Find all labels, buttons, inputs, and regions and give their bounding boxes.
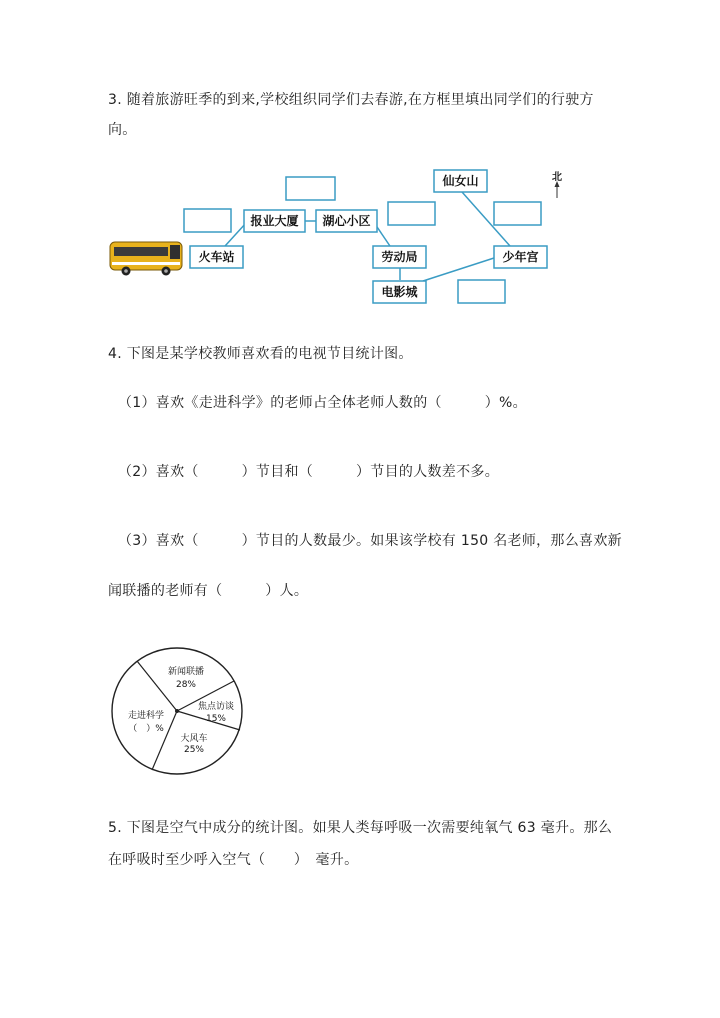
slice-news-value: 28%	[175, 680, 197, 690]
answer-box-3	[388, 202, 435, 225]
answer-boxes	[184, 177, 541, 303]
slice-news-label: 新闻联播	[167, 667, 205, 677]
slice-wind-value: 25%	[183, 745, 205, 755]
label-train-station: 火车站	[198, 250, 235, 264]
label-cinema: 电影城	[381, 285, 418, 299]
q5-line1: 5. 下图是空气中成分的统计图。如果人类每呼吸一次需要纯氧气 63 毫升。那么	[108, 820, 613, 836]
label-youth-palace: 少年宫	[502, 250, 539, 264]
slice-wind-label: 大风车	[180, 734, 208, 744]
q3-line1: 3. 随着旅游旺季的到来,学校组织同学们去春游,在方框里填出同学们的行驶方	[108, 92, 594, 108]
tv-program-pie-chart	[108, 640, 268, 780]
q5-line2: 在呼吸时至少呼入空气（ ） 毫升。	[108, 852, 359, 868]
north-arrow-icon	[555, 181, 560, 198]
north-label: 北	[552, 172, 562, 183]
answer-box-5	[458, 280, 505, 303]
q3-line2: 向。	[108, 122, 137, 138]
bus-icon	[110, 242, 182, 276]
label-newspaper-building: 报业大厦	[250, 214, 299, 228]
slice-focus-label: 焦点访谈	[197, 702, 235, 712]
slice-focus-value: 15%	[205, 714, 227, 724]
answer-box-4	[494, 202, 541, 225]
route-map	[100, 160, 600, 310]
label-lake-district: 湖心小区	[322, 214, 371, 228]
slice-science-value: （ ）%	[128, 724, 164, 734]
q4-sub2: （2）喜欢（ ）节目和（ ）节目的人数差不多。	[118, 464, 500, 480]
q4-sub3a: （3）喜欢（ ）节目的人数最少。如果该学校有 150 名老师，那么喜欢新	[118, 533, 622, 549]
q4-intro: 4. 下图是某学校教师喜欢看的电视节目统计图。	[108, 346, 413, 362]
label-labor-bureau: 劳动局	[381, 250, 418, 264]
answer-box-1	[184, 209, 231, 232]
route-lines	[215, 192, 510, 281]
slice-science-label: 走进科学	[127, 711, 165, 721]
q4-sub3b: 闻联播的老师有（ ）人。	[108, 583, 309, 599]
answer-box-2	[286, 177, 335, 200]
pie-center	[175, 709, 179, 713]
q4-sub1: （1）喜欢《走进科学》的老师占全体老师人数的（ ）%。	[118, 395, 527, 411]
label-fairy-mountain: 仙女山	[442, 174, 479, 188]
